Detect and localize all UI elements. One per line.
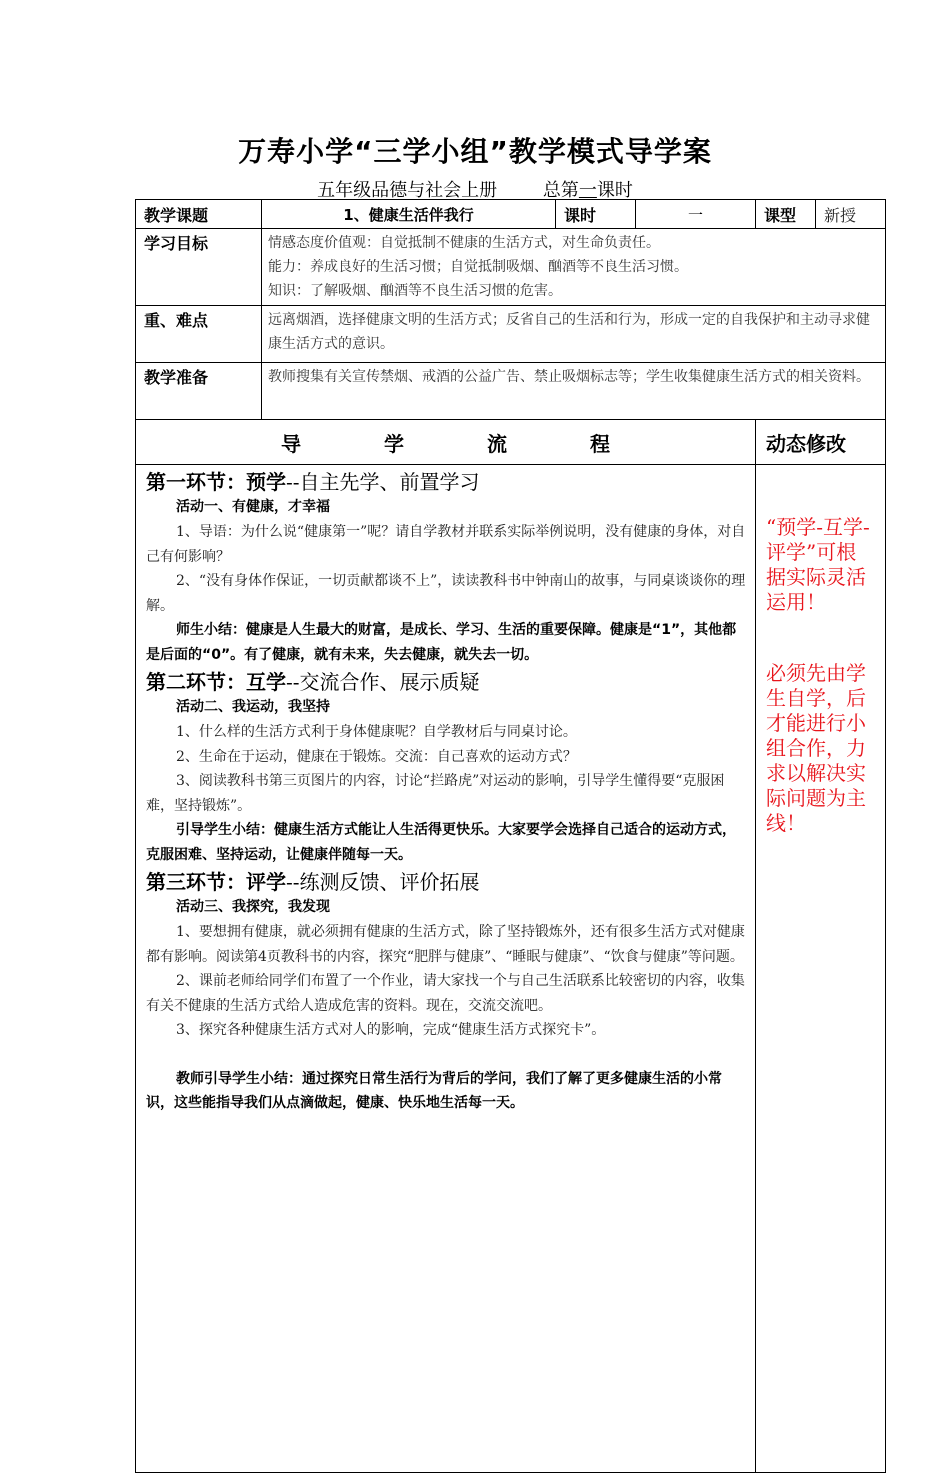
flow-content xyxy=(136,465,756,1473)
flow-heading-char: 程 xyxy=(589,431,610,456)
key-points-row xyxy=(136,306,886,363)
summary: 师生小结：健康是人生最大的财富，是成长、学习、生活的重要保障。健康是“1”，其他都是后面的“0”。有了健康，就有未来，失去健康，就失去一切。 xyxy=(146,622,737,663)
paragraph: 3、探究各种健康生活方式对人的影响，完成“健康生活方式探究卡”。 xyxy=(176,1022,606,1038)
paragraph: 2、课前老师给同学们布置了一个作业，请大家找一个与自己生活联系比较密切的内容，收集有关不健康的生活方式给人造成危害的资料。现在，交流交流吧。 xyxy=(146,973,745,1014)
period-label: 课时 xyxy=(556,200,636,229)
summary: 引导学生小结：健康生活方式能让人生活得更快乐。大家要学会选择自己适合的运动方式，克服困难、坚持运动，让健康伴随每一天。 xyxy=(146,822,736,863)
dynamic-edit-notes xyxy=(756,465,886,1473)
paragraph: 2、“没有身体作保证，一切贡献都谈不上”，读读教科书中钟南山的故事，与同桌谈谈你的理解。 xyxy=(146,573,746,614)
subtitle-course: 五年级品德与社会上册 xyxy=(317,180,498,201)
paragraph: 2、生命在于运动，健康在于锻炼。交流：自己喜欢的运动方式？ xyxy=(176,748,577,765)
paragraph: 3、阅读教科书第三页图片的内容，讨论“拦路虎”对运动的影响，引导学生懂得要“克服困难，坚持锻炼”。 xyxy=(146,773,725,814)
lesson-plan-table xyxy=(135,199,886,1473)
key-points-value: 远离烟酒，选择健康文明的生活方式；反省自己的生活和行为，形成一定的自我保护和主动寻求健康生活方式的意识。 xyxy=(262,306,886,363)
flow-heading xyxy=(136,420,756,465)
section-title-bold: 第一环节：预学 xyxy=(146,470,286,494)
section-title xyxy=(146,869,747,895)
flow-header-row xyxy=(136,420,886,465)
flow-heading-char: 流 xyxy=(486,431,507,456)
subtitle-period-unit: 课时 xyxy=(596,180,633,201)
paragraph: 1、什么样的生活方式利于身体健康呢？自学教材后与同桌讨论。 xyxy=(176,724,577,740)
summary: 教师引导学生小结：通过探究日常生活行为背后的学问，我们了解了更多健康生活的小常识，这些能指导我们从点滴做起，健康、快乐地生活每一天。 xyxy=(146,1070,722,1111)
page-title: 万寿小学“三学小组”教学模式导学案 xyxy=(238,135,712,168)
preparation-row xyxy=(136,363,886,420)
flow-body-row xyxy=(136,465,886,1473)
type-value: 新授 xyxy=(816,200,886,229)
goal-item: 情感态度价值观：自觉抵制不健康的生活方式，对生命负责任。 xyxy=(268,235,660,251)
section-three xyxy=(146,869,747,1116)
flow-heading-char: 导 xyxy=(281,431,302,456)
type-label: 课型 xyxy=(756,200,816,229)
section-title xyxy=(146,669,747,695)
section-title-rest: --交流合作、展示质疑 xyxy=(286,670,480,694)
section-title xyxy=(146,469,747,495)
activity-title: 活动一、有健康，才幸福 xyxy=(176,499,330,515)
activity-title: 活动二、我运动，我坚持 xyxy=(176,699,330,715)
section-title-bold: 第二环节：互学 xyxy=(146,670,286,694)
topic-value: 1、健康生活伴我行 xyxy=(262,200,556,229)
period-value: 一 xyxy=(636,200,756,229)
flow-heading-char: 学 xyxy=(384,431,405,456)
activity-title: 活动三、我探究，我发现 xyxy=(176,899,330,915)
section-title-rest: --自主先学、前置学习 xyxy=(286,470,480,494)
goal-item: 能力：养成良好的生活习惯；自觉抵制吸烟、酗酒等不良生活习惯。 xyxy=(268,259,688,275)
goals-value xyxy=(262,229,886,306)
paragraph: 1、要想拥有健康，就必须拥有健康的生活方式，除了坚持锻炼外，还有很多生活方式对健康都有影响。阅读第4页教科书的内容，探究“肥胖与健康”、“睡眠与健康”、“饮食与健康”等问题。 xyxy=(146,924,745,965)
topic-label: 教学课题 xyxy=(136,200,262,229)
subtitle-period-number: 一 xyxy=(578,180,597,201)
goals-row xyxy=(136,229,886,306)
topic-row xyxy=(136,200,886,229)
paragraph: 1、导语：为什么说“健康第一”呢？请自学教材并联系实际举例说明，没有健康的身体，对自己有何影响？ xyxy=(146,524,746,565)
preparation-value: 教师搜集有关宣传禁烟、戒酒的公益广告、禁止吸烟标志等；学生收集健康生活方式的相关资料。 xyxy=(262,363,886,420)
key-points-label: 重、难点 xyxy=(136,306,262,363)
side-note: 必须先由学生自学，后才能进行小组合作，力求以解决实际问题为主线！ xyxy=(766,661,866,835)
section-two xyxy=(146,669,747,867)
side-note: “预学-互学-评学”可根据实际灵活运用！ xyxy=(766,515,870,614)
preparation-label: 教学准备 xyxy=(136,363,262,420)
subtitle-total: 总第 xyxy=(542,180,579,201)
section-title-bold: 第三环节：评学 xyxy=(146,870,286,894)
goal-item: 知识：了解吸烟、酗酒等不良生活习惯的危害。 xyxy=(268,283,562,299)
dynamic-edit-heading: 动态修改 xyxy=(756,420,886,465)
section-one xyxy=(146,469,747,667)
section-title-rest: --练测反馈、评价拓展 xyxy=(286,870,480,894)
goals-label: 学习目标 xyxy=(136,229,262,306)
